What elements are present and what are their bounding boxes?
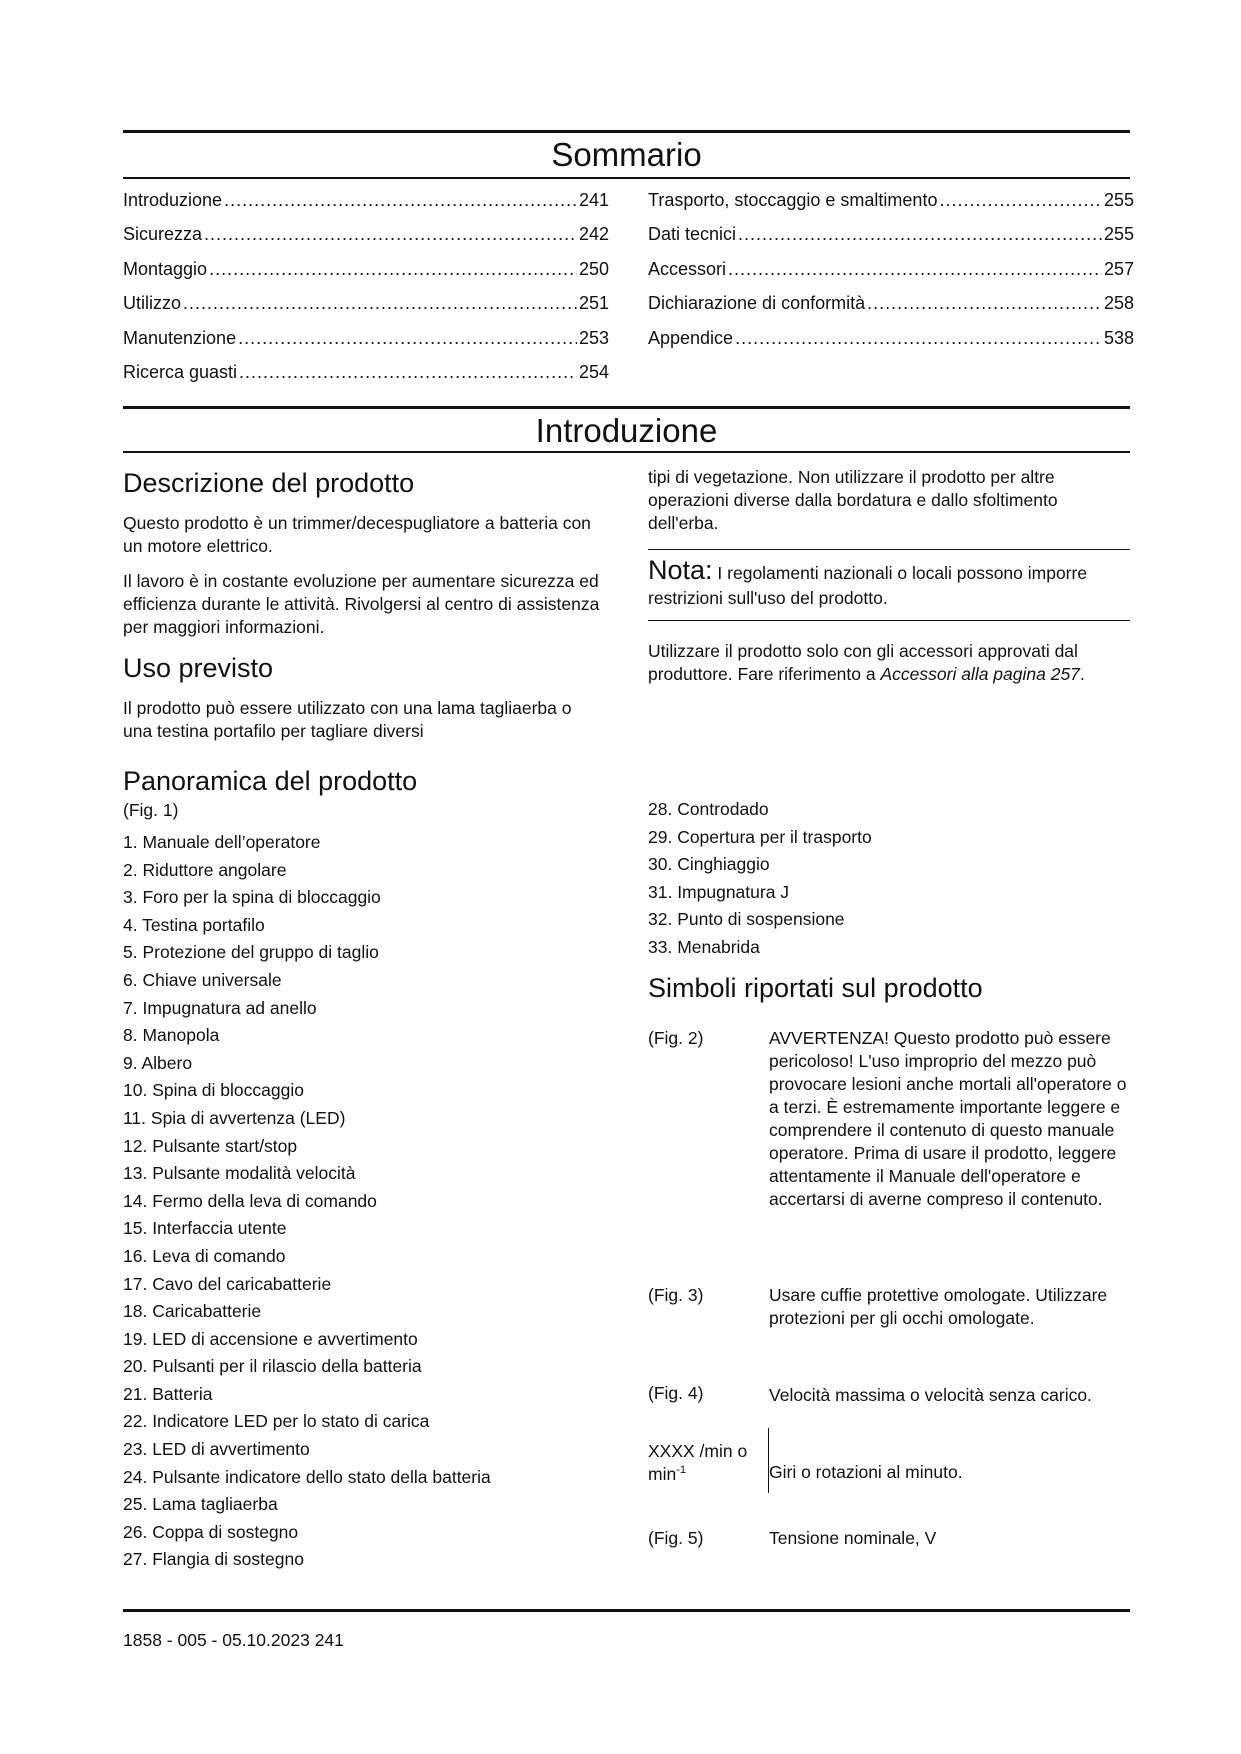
overview-heading: Panoramica del prodotto (123, 766, 418, 796)
overview-list-item: 30. Cinghiaggio (648, 854, 770, 875)
descr-paragraph-2: Il lavoro è in costante evoluzione per aumentare sicurezza ed efficienza durante le attività. Rivolgersi al centro di assistenza per maggiori informazioni. (123, 571, 600, 637)
overview-list-item: 13. Pulsante modalità velocità (123, 1163, 356, 1184)
overview-list-item: 24. Pulsante indicatore dello stato della batteria (123, 1466, 491, 1487)
toc-entry-label: Dichiarazione di conformità (648, 293, 866, 313)
overview-list-item: 28. Controdado (648, 799, 769, 819)
nota-text: I regolamenti nazionali o locali possono imporre restrizioni sull'uso del prodotto. (648, 563, 1088, 608)
symbols-heading: Simboli riportati sul prodotto (648, 973, 983, 1003)
overview-list-item: 33. Menabrida (648, 936, 760, 957)
accessori-text-end: . (1079, 664, 1085, 684)
overview-list-item: 25. Lama tagliaerba (123, 1494, 278, 1515)
overview-list-item: 11. Spia di avvertenza (LED) (123, 1107, 346, 1128)
toc-entry-page: 253 (578, 328, 609, 348)
toc-entry-page: 250 (578, 259, 609, 279)
toc-entry-label: Ricerca guasti (123, 362, 238, 382)
rpm-label-line-1: XXXX /min o (648, 1441, 748, 1461)
toc-entry-page: 258 (1103, 293, 1134, 313)
overview-list-item: 18. Caricabatterie (123, 1301, 262, 1322)
symbol-fig-5-text: Tensione nominale, V (769, 1528, 937, 1548)
overview-list-item: 8. Manopola (123, 1025, 220, 1046)
toc-entry-label: Manutenzione (123, 328, 237, 348)
toc-entry-label: Dati tecnici (648, 224, 737, 244)
overview-list-item: 22. Indicatore LED per lo stato di carica (123, 1411, 430, 1432)
page-footer (123, 1630, 344, 1651)
overview-list-item: 17. Cavo del caricabatterie (123, 1273, 332, 1294)
rpm-symbol-label (648, 1440, 747, 1486)
descr-heading: Descrizione del prodotto (123, 468, 415, 498)
toc-entry[interactable] (123, 189, 609, 211)
overview-list-item: 14. Fermo della leva di comando (123, 1190, 377, 1211)
toc-entry[interactable] (123, 327, 609, 349)
overview-list-item: 4. Testina portafilo (123, 914, 265, 935)
descr-paragraph-1: Questo prodotto è un trimmer/decespugliatore a batteria con un motore elettrico. (123, 513, 591, 556)
symbol-fig-2-label: (Fig. 2) (648, 1028, 704, 1048)
toc-entry-label: Introduzione (123, 190, 223, 210)
overview-list-item: 32. Punto di sospensione (648, 909, 845, 930)
overview-list-right (648, 796, 872, 962)
toc-entry-label: Montaggio (123, 259, 208, 279)
footer-page-number: 241 (314, 1630, 344, 1650)
overview-list-item: 23. LED di avvertimento (123, 1439, 310, 1460)
toc-entry-label: Utilizzo (123, 293, 182, 313)
overview-list-item: 20. Pulsanti per il rilascio della batteria (123, 1356, 422, 1377)
overview-fig-ref: (Fig. 1) (123, 800, 179, 820)
toc-entry-label: Appendice (648, 328, 734, 348)
footer-rule (123, 1609, 1130, 1612)
toc-entry-page: 538 (1103, 328, 1134, 348)
overview-list-item: 1. Manuale dell’operatore (123, 832, 321, 852)
intro-top-rule (123, 406, 1130, 409)
overview-list-item: 29. Copertura per il trasporto (648, 826, 872, 847)
toc-entry[interactable] (123, 361, 609, 383)
nota-bottom-rule (648, 620, 1130, 621)
overview-list-item: 9. Albero (123, 1052, 193, 1073)
nota-label: Nota: (648, 555, 713, 585)
symbol-fig-4-text: Velocità massima o velocità senza carico. (769, 1385, 1092, 1405)
overview-list-item: 7. Impugnatura ad anello (123, 997, 317, 1018)
toc-top-rule (123, 130, 1130, 133)
symbol-fig-3-label: (Fig. 3) (648, 1285, 704, 1305)
uso-paragraph: Il prodotto può essere utilizzato con una lama tagliaerba o una testina portafilo per tagliare diversi (123, 698, 572, 741)
accessori-text: Utilizzare il prodotto solo con gli accessori approvati dal produttore. Fare riferimento a (648, 641, 1078, 684)
rpm-label-superscript: -1 (676, 1464, 686, 1477)
overview-list-item: 15. Interfaccia utente (123, 1218, 287, 1239)
rpm-symbol-text: Giri o rotazioni al minuto. (769, 1462, 963, 1482)
overview-list-item: 19. LED di accensione e avvertimento (123, 1328, 418, 1349)
rpm-label-line-2: min (648, 1464, 677, 1484)
overview-list-item: 21. Batteria (123, 1383, 213, 1404)
overview-list-item: 12. Pulsante start/stop (123, 1135, 298, 1156)
accessori-link[interactable]: Accessori alla pagina 257 (880, 664, 1080, 684)
toc-entry[interactable] (648, 292, 1134, 314)
toc-entry-page: 254 (578, 362, 609, 382)
nota-block (648, 555, 1130, 611)
toc-entry[interactable] (648, 189, 1134, 211)
overview-list-left (123, 829, 491, 1574)
toc-entry-page: 255 (1103, 190, 1134, 210)
symbol-fig-3-text: Usare cuffie protettive omologate. Utilizzare protezioni per gli occhi omologate. (769, 1285, 1108, 1328)
toc-entry-label: Accessori (648, 259, 727, 279)
toc-entry[interactable] (123, 258, 609, 280)
toc-entry-page: 242 (578, 224, 609, 244)
toc-bottom-rule (123, 177, 1130, 179)
overview-list-item: 31. Impugnatura J (648, 881, 790, 902)
overview-list-item: 6. Chiave universale (123, 969, 282, 990)
nota-top-rule (648, 549, 1130, 550)
overview-list-item: 10. Spina di bloccaggio (123, 1080, 304, 1101)
overview-list-item: 5. Protezione del gruppo di taglio (123, 942, 379, 963)
toc-entry[interactable] (123, 292, 609, 314)
toc-entry-label: Sicurezza (123, 224, 203, 244)
uso-paragraph-continued: tipi di vegetazione. Non utilizzare il prodotto per altre operazioni diverse dalla bordatura e dallo sfoltimento dell'erba. (648, 467, 1058, 533)
toc-entry[interactable] (648, 258, 1134, 280)
uso-heading: Uso previsto (123, 653, 274, 683)
symbol-fig-4-label: (Fig. 4) (648, 1383, 704, 1403)
toc-entry[interactable] (648, 327, 1134, 349)
overview-list-item: 26. Coppa di sostegno (123, 1521, 299, 1542)
toc-entry-label: Trasporto, stoccaggio e smaltimento (648, 190, 938, 210)
symbol-fig-5-label: (Fig. 5) (648, 1528, 704, 1548)
toc-title: Sommario (551, 136, 702, 173)
intro-title: Introduzione (535, 412, 718, 449)
toc-entry-page: 241 (578, 190, 609, 210)
symbol-fig-2-text: AVVERTENZA! Questo prodotto può essere pericoloso! L'uso improprio del mezzo può provocare lesioni anche mortali all'operatore o a terzi. È estremamente importante leggere e comprendere il contenuto di questo manuale operatore. Prima di usare il prodotto, leggere attentamente il Manuale dell'operatore e accertarsi di averne compreso il contenuto. (769, 1028, 1127, 1209)
toc-entry-page: 251 (578, 293, 609, 313)
intro-bottom-rule (123, 451, 1130, 453)
accessori-paragraph (648, 640, 1130, 686)
toc-entry-page: 255 (1103, 224, 1134, 244)
footer-doc-code: 1858 - 005 - 05.10.2023 (123, 1630, 310, 1650)
overview-list-item: 27. Flangia di sostegno (123, 1549, 304, 1570)
toc-entry-page: 257 (1103, 259, 1134, 279)
overview-list-item: 16. Leva di comando (123, 1245, 286, 1266)
toc-entry[interactable] (648, 223, 1134, 245)
overview-list-item: 3. Foro per la spina di bloccaggio (123, 887, 381, 908)
overview-list-item: 2. Riduttore angolare (123, 859, 287, 880)
toc-entry[interactable] (123, 223, 609, 245)
